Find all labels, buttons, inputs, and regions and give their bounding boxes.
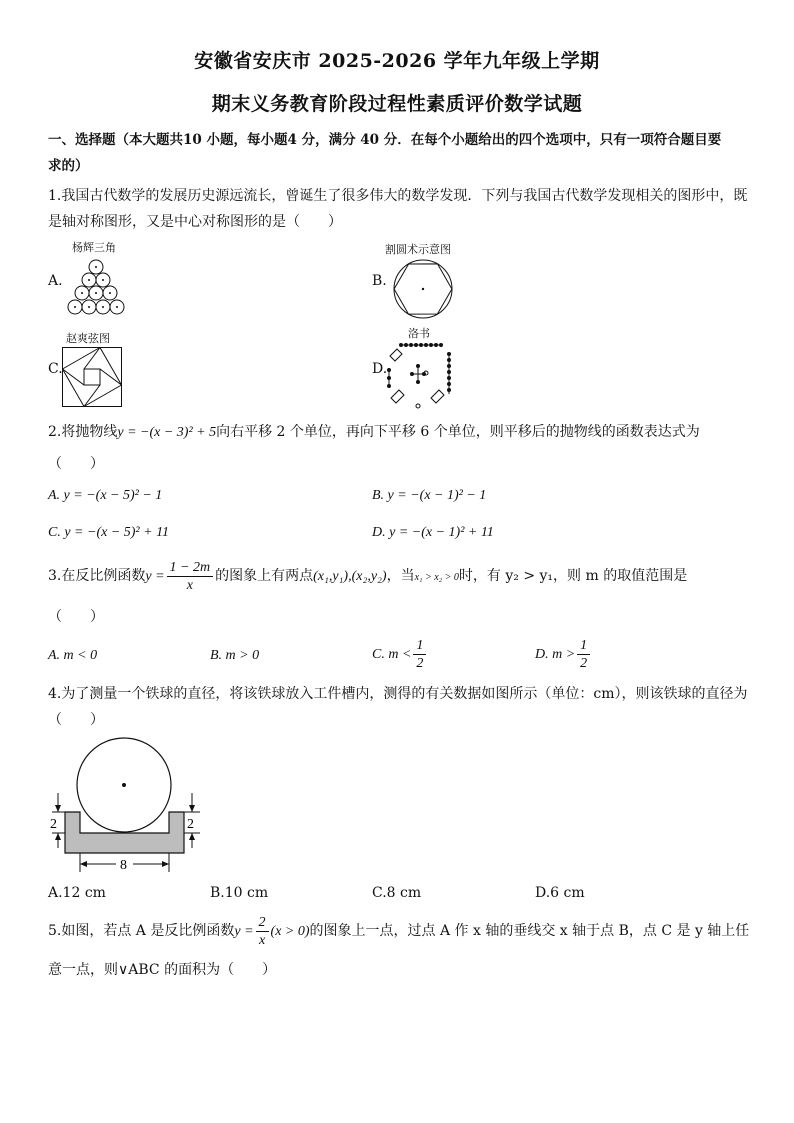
q3-fraction-denominator: x [186, 577, 193, 593]
exam-title-line1: 安徽省安庆市 2025-2026 学年九年级上学期 [194, 50, 600, 72]
q4-option-d[interactable]: D.6 cm [535, 885, 585, 901]
liuhui-circle-cutting-figure [392, 258, 454, 320]
q3-points: (x₁,y₁),(x₂,y₂) [313, 569, 387, 584]
zhaoshuang-diagram-figure [62, 347, 122, 407]
q2-stem [48, 423, 700, 442]
q3-stem-prefix: 3.在反比例函数 [48, 568, 146, 584]
q2-option-c[interactable]: C. y = −(x − 5)² + 11 [48, 525, 170, 540]
q5-stem-tail: 的图象上一点，过点 A 作 x 轴的垂线交 x 轴于点 B，点 C 是 y 轴上任 [309, 923, 750, 939]
q1-caption-d: 洛书 [408, 327, 430, 340]
q1-stem-line1: 1.我国古代数学的发展历史源远流长，曾诞生了很多伟大的数学发现．下列与我国古代数学发现相关的图形中，既 [48, 188, 748, 204]
q3-stem-tail: 时，有 y₂ > y₁，则 m 的取值范围是 [458, 568, 688, 584]
q1-caption-c: 赵爽弦图 [66, 332, 110, 345]
q2-option-d[interactable]: D. y = −(x − 1)² + 11 [372, 525, 494, 540]
q3-option-d[interactable] [535, 637, 592, 673]
exam-title-line2: 期末义务教育阶段过程性素质评价数学试题 [211, 93, 583, 115]
q5-fraction [256, 914, 269, 949]
luoshu-figure [385, 340, 455, 410]
q4-answer-paren: （ ） [48, 712, 104, 728]
q4-option-b[interactable]: B.10 cm [210, 885, 269, 901]
q5-condition: (x > 0) [270, 924, 310, 939]
q5-fraction-numerator: 2 [256, 914, 269, 932]
q1-option-b-label: B. [372, 273, 387, 289]
q1-caption-a: 杨辉三角 [72, 241, 116, 254]
dim-left-label: 2 [50, 817, 57, 832]
q3-comma: ，当 [386, 568, 415, 584]
q3-option-c-fraction [413, 637, 426, 672]
q3-option-d-prefix: D. m > [535, 647, 576, 662]
q5-fraction-denominator: x [258, 932, 266, 948]
q3-option-c-numerator: 1 [413, 637, 426, 655]
q1-caption-b: 割圆术示意图 [385, 243, 451, 256]
q3-stem-middle: 的图象上有两点 [215, 568, 314, 584]
q2-answer-paren: （ ） [48, 456, 104, 472]
q3-option-d-fraction [577, 637, 590, 672]
q2-option-a[interactable]: A. y = −(x − 5)² − 1 [48, 488, 163, 503]
q3-fraction [167, 559, 214, 594]
dim-right-label: 2 [187, 817, 194, 832]
yanghui-triangle-figure [62, 258, 132, 322]
q3-option-c-denominator: 2 [416, 656, 424, 672]
q2-stem-formula: y = −(x − 3)² + 5 [117, 425, 217, 440]
q4-option-c[interactable]: C.8 cm [372, 885, 422, 901]
q1-stem-line2: 是轴对称图形，又是中心对称图形的是（ ） [48, 214, 342, 230]
q3-answer-paren: （ ） [48, 609, 104, 625]
q3-option-a[interactable]: A. m < 0 [48, 648, 98, 663]
q5-stem-prefix: 5.如图，若点 A 是反比例函数 [48, 923, 235, 939]
q4-stem-line1: 4.为了测量一个铁球的直径，将该铁球放入工件槽内，测得的有关数据如图所示（单位：cm），则该铁球的直径为 [48, 686, 748, 702]
q1-option-a-label: A. [48, 273, 63, 289]
q3-option-d-denominator: 2 [580, 656, 588, 672]
q2-stem-suffix: 向右平移 2 个单位，再向下平移 6 个单位，则平移后的抛物线的函数表达式为 [216, 424, 700, 440]
q5-stem-line2: 意一点，则∨ABC 的面积为（ ） [48, 962, 277, 978]
section-header-line2: 求的） [48, 158, 89, 174]
iron-ball-groove-figure [40, 735, 220, 875]
q3-option-c-prefix: C. m < [372, 647, 412, 662]
q1-option-d-label: D. [372, 361, 388, 377]
q3-option-b[interactable]: B. m > 0 [210, 648, 260, 663]
q3-option-c[interactable] [372, 637, 428, 673]
q3-condition: x₁ > x₂ > 0 [414, 572, 459, 583]
section-header-line1: 一、选择题（本大题共10 小题，每小题4 分，满分 40 分．在每个小题给出的四个选项中，只有一项符合题目要 [48, 132, 722, 148]
q3-fraction-numerator: 1 − 2m [167, 559, 214, 577]
q4-option-a[interactable]: A.12 cm [48, 885, 106, 901]
q3-y-eq: y = [145, 569, 165, 584]
q3-option-d-numerator: 1 [577, 637, 590, 655]
dim-bottom-label: 8 [120, 858, 127, 873]
q5-stem [48, 912, 749, 951]
q2-stem-prefix: 2.将抛物线 [48, 424, 118, 440]
q2-option-b[interactable]: B. y = −(x − 1)² − 1 [372, 488, 487, 503]
q1-option-c-label: C. [48, 361, 63, 377]
q5-y-eq: y = [234, 924, 254, 939]
q3-stem [48, 557, 687, 597]
